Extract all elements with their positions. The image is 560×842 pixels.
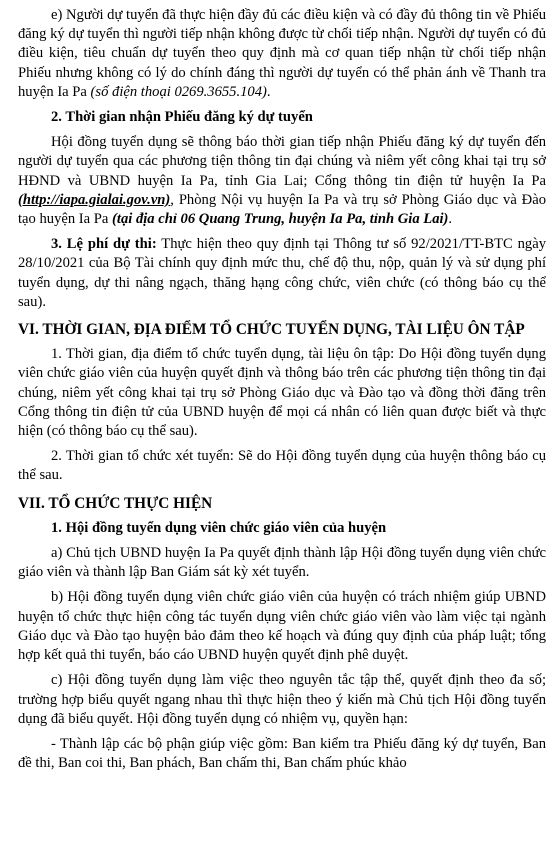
section-vii-paragraph-b: b) Hội đồng tuyển dụng viên chức giáo viên của huyện có trách nhiệm giúp UBND huyện tổ chức thực hiện công tác tuyển dụng viên chức giáo viên vào làm việc tại ngành Giáo dục và Đào tạo huyện bảo đảm theo kế hoạch và đúng quy định của pháp luật; tổng hợp kết quả thi tuyển, báo cáo UBND huyện quyết định phê duyệt.	[18, 589, 546, 664]
section-vi-paragraph-2: 2. Thời gian tổ chức xét tuyển: Sẽ do Hội đồng tuyển dụng của huyện thông báo cụ thể sau.	[18, 448, 546, 484]
section-3-paragraph	[18, 235, 546, 312]
section-vi-paragraph-1: 1. Thời gian, địa điểm tổ chức tuyển dụng, tài liệu ôn tập: Do Hội đồng tuyển dụng viên chức giáo viên của huyện quyết định và thông báo trên các phương tiện thông tin đại chúng, niêm yết công khai tại trụ sở Phòng Giáo dục và Đào tạo và đồng thời đăng trên Cổng thông tin điện tử của UBND huyện để mọi cá nhân có liên quan được biết và thực hiện (có thông báo cụ thể sau).	[18, 346, 546, 440]
section-2-paragraph	[18, 133, 546, 229]
office-address-note: (tại địa chỉ 06 Quang Trung, huyện Ia Pa, tỉnh Gia Lai)	[112, 211, 449, 228]
section-vii-subheading-1: 1. Hội đồng tuyển dụng viên chức giáo viên của huyện	[51, 519, 387, 536]
section-2-text-c: , Phòng Nội vụ huyện Ia Pa và trụ sở Phòng Giáo dục và Đào tạo huyện Ia Pa	[18, 191, 546, 228]
section-vii-heading: VII. TỔ CHỨC THỰC HIỆN	[18, 494, 213, 512]
section-vii-dash-item: - Thành lập các bộ phận giúp việc gồm: Ban kiểm tra Phiếu đăng ký dự tuyển, Ban đề thi, Ban coi thi, Ban phách, Ban chấm thi, Ban chấm phúc khảo	[18, 735, 546, 772]
section-2-text-a: Hội đồng tuyển dụng sẽ thông báo thời gian tiếp nhận Phiếu đăng ký dự tuyển đến người dự tuyển qua các phương tiện thông tin đại chúng và niêm yết công khai tại trụ sở HĐND và UBND huyện Ia Pa, tỉnh Gia Lai; Cổng thông tin điện tử huyện Ia Pa	[18, 134, 546, 189]
paragraph-e-end: .	[266, 83, 271, 100]
section-2-heading: 2. Thời gian nhận Phiếu đăng ký dự tuyển	[51, 109, 313, 126]
inspection-phone-note: (số điện thoại 0269.3655.104)	[90, 83, 267, 100]
section-vi-heading: VI. THỜI GIAN, ĐỊA ĐIỂM TỔ CHỨC TUYỂN DỤNG, TÀI LIỆU ÔN TẬP	[18, 321, 525, 339]
section-3-text: Thực hiện theo quy định tại Thông tư số 92/2021/TT-BTC ngày 28/10/2021 của Bộ Tài chính quy định mức thu, chế độ thu, nộp, quản lý và sử dụng phí tuyển dụng, dự thi nâng ngạch, thăng hạng công chức, viên chức (có thông báo cụ thể sau).	[18, 236, 546, 310]
portal-link[interactable]: (http://iapa.gialai.gov.vn)	[18, 191, 171, 208]
section-2-end: .	[448, 211, 453, 228]
section-vii-paragraph-a: a) Chủ tịch UBND huyện Ia Pa quyết định thành lập Hội đồng tuyển dụng viên chức giáo viên và thành lập Ban Giám sát kỳ xét tuyển.	[18, 545, 546, 581]
paragraph-e-text: e) Người dự tuyển đã thực hiện đầy đủ các điều kiện và có đầy đủ thông tin về Phiếu đăng ký dự tuyển thì người tiếp nhận không được từ chối tiếp nhận. Người dự tuyển có đủ điều kiện, tiêu chuẩn dự tuyển theo quy định mà cơ quan tiếp nhận từ chối tiếp nhận Phiếu nhưng không có lý do chính đáng thì người dự tuyển có thể phản ánh về Thanh tra huyện Ia Pa	[18, 7, 546, 100]
section-3-label: 3. Lệ phí dự thi:	[51, 236, 157, 253]
paragraph-e-reception	[18, 6, 546, 102]
section-vii-paragraph-c: c) Hội đồng tuyển dụng làm việc theo nguyên tắc tập thể, quyết định theo đa số; trường hợp biểu quyết ngang nhau thì thực hiện theo ý kiến mà Chủ tịch Hội đồng tuyển dụng đã biểu quyết. Hội đồng tuyển dụng có nhiệm vụ, quyền hạn:	[18, 672, 546, 727]
